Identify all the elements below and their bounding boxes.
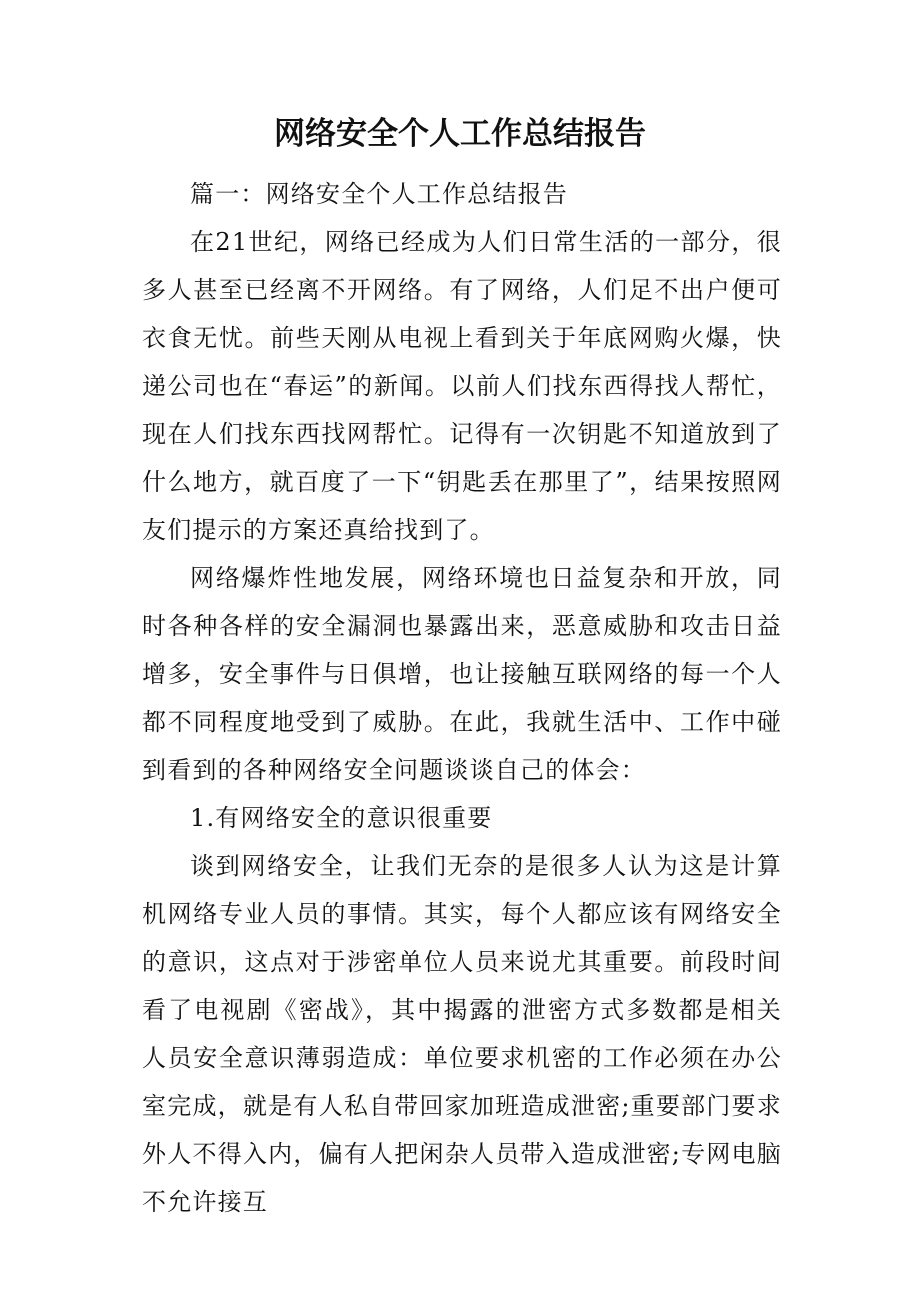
paragraph-network-development: 网络爆炸性地发展，网络环境也日益复杂和开放，同时各种各样的安全漏洞也暴露出来，恶意威胁和攻击日益增多，安全事件与日俱增，也让接触互联网络的每一个人都不同程度地受到了威胁。在此，我就生活中、工作中碰到看到的各种网络安全问题谈谈自己的体会： [142, 564, 782, 784]
subheading-security-awareness: 1.有网络安全的意识很重要 [190, 804, 493, 832]
section-label: 篇一：网络安全个人工作总结报告 [190, 180, 568, 208]
paragraph-intro: 在21世纪，网络已经成为人们日常生活的一部分，很多人甚至已经离不开网络。有了网络，人们足不出户便可衣食无忧。前些天刚从电视上看到关于年底网购火爆，快递公司也在“春运”的新闻。以前人们找东西得找人帮忙，现在人们找东西找网帮忙。记得有一次钥匙不知道放到了什么地方，就百度了一下“钥匙丢在那里了”，结果按照网友们提示的方案还真给找到了。 [142, 228, 782, 544]
document-title: 网络安全个人工作总结报告 [274, 116, 646, 152]
paragraph-security-awareness: 谈到网络安全，让我们无奈的是很多人认为这是计算机网络专业人员的事情。其实，每个人都应该有网络安全的意识，这点对于涉密单位人员来说尤其重要。前段时间看了电视剧《密战》，其中揭露的泄密方式多数都是相关人员安全意识薄弱造成：单位要求机密的工作必须在办公室完成，就是有人私自带回家加班造成泄密;重要部门要求外人不得入内，偏有人把闲杂人员带入造成泄密;专网电脑不允许接互 [142, 852, 782, 1216]
document-body [142, 170, 782, 1226]
